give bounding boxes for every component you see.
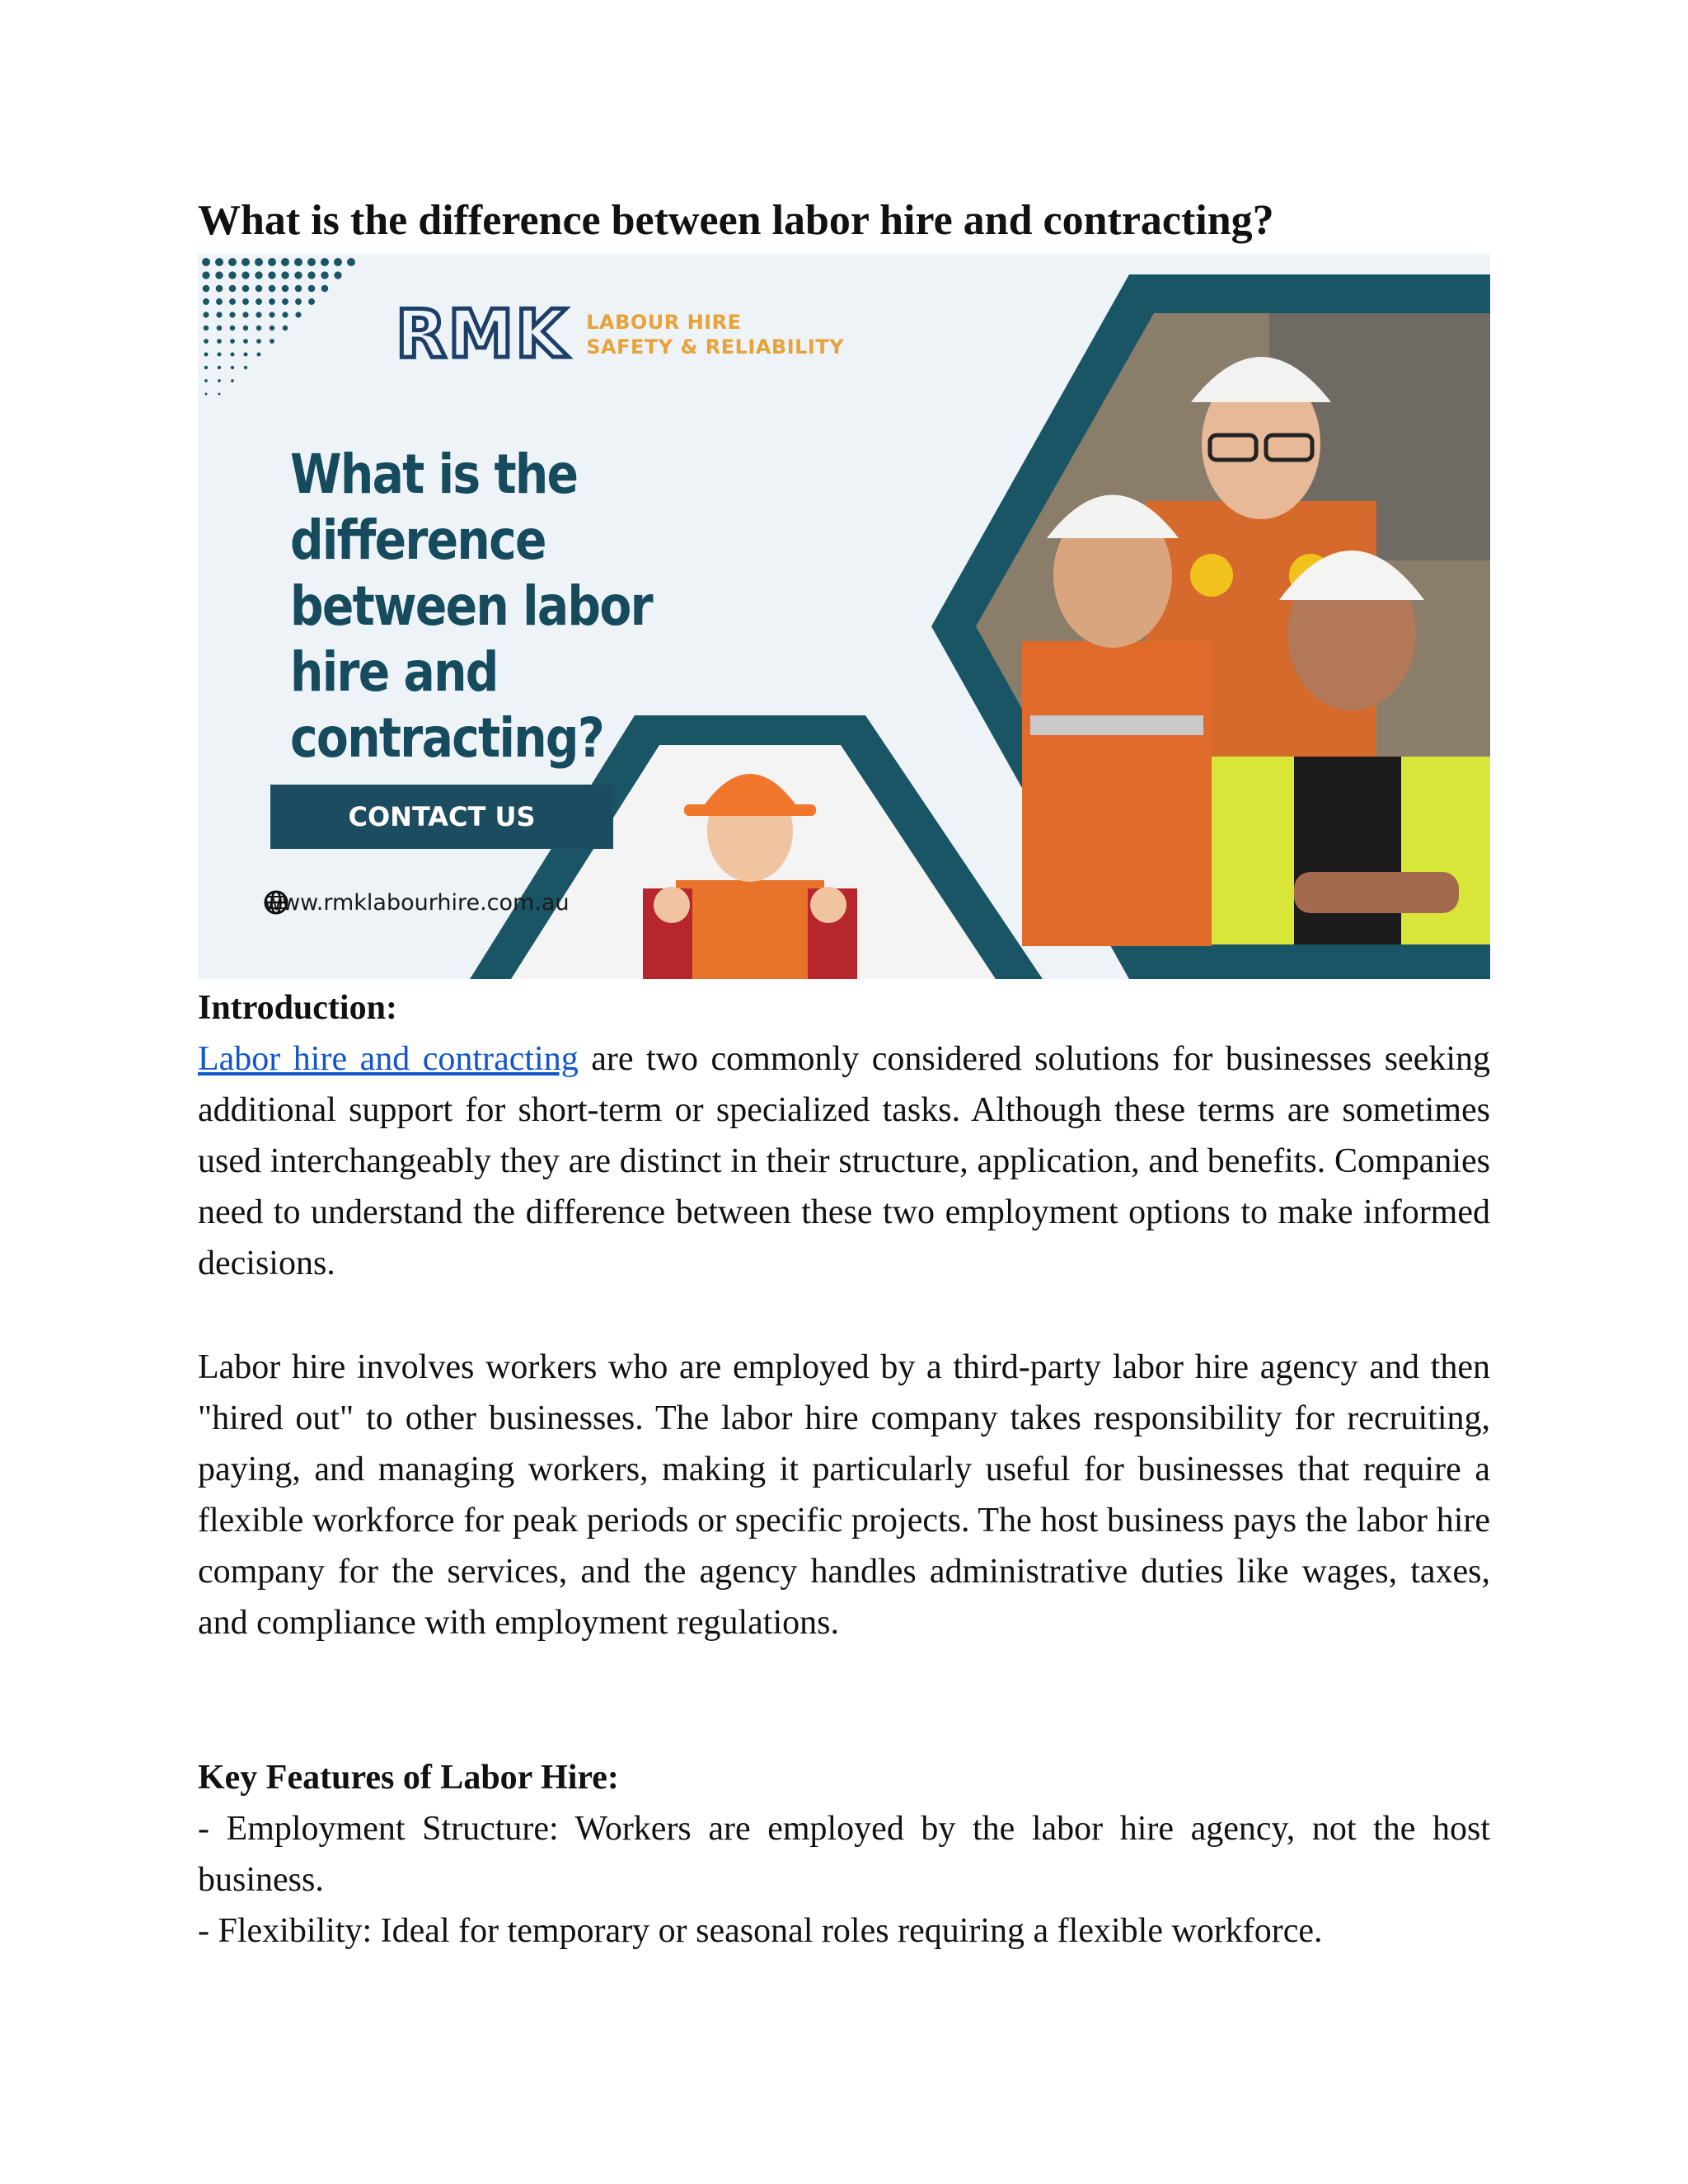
banner-heading-line-3: contracting?: [290, 706, 604, 770]
list-item: - Employment Structure: Workers are employed by the labor hire agency, not the host business.: [198, 1810, 1490, 1899]
pattern-dot: [294, 271, 302, 279]
pattern-dot: [295, 298, 302, 305]
pattern-dot: [242, 285, 250, 293]
pattern-dot: [334, 271, 341, 279]
pattern-dot: [307, 271, 315, 279]
pattern-dot: [294, 258, 302, 266]
hero-banner: [198, 254, 1490, 979]
brand-logo: [396, 296, 845, 373]
globe-icon: [264, 890, 288, 915]
pattern-dot: [334, 258, 342, 266]
intro-paragraph-2: Labor hire involves workers who are employed by a third-party labor hire agency and then "hired out" to other businesses. The labor hire company takes responsibility for recruiting, paying, and managing workers, making it particularly useful for businesses that require a flexible workforce for peak periods or specific projects. The host business pays the labor hire company for the services, and the agency handles administrative duties like wages, taxes, and compliance with employment regulations.: [198, 1348, 1490, 1642]
pattern-dot: [203, 312, 209, 317]
pattern-dot: [228, 258, 237, 266]
brand-mark: RMK: [396, 296, 569, 373]
pattern-dot: [217, 352, 221, 356]
pattern-dot: [308, 298, 315, 305]
pattern-dot: [256, 298, 262, 305]
pattern-dot: [204, 366, 208, 369]
pattern-dot: [256, 352, 260, 356]
document-title: What is the difference between labor hire and contracting?: [198, 197, 1274, 244]
dot-pattern: [202, 258, 355, 396]
pattern-dot: [202, 271, 209, 279]
pattern-dot: [217, 339, 222, 344]
pattern-dot: [218, 393, 221, 396]
pattern-dot: [230, 339, 235, 344]
pattern-dot: [216, 312, 222, 317]
pattern-dot: [243, 339, 248, 344]
pattern-dot: [231, 366, 234, 369]
website-line: [264, 890, 570, 916]
pattern-dot: [283, 326, 288, 331]
pattern-dot: [256, 312, 261, 317]
pattern-dot: [229, 298, 236, 305]
pattern-dot: [255, 271, 262, 279]
pattern-dot: [307, 258, 316, 266]
pattern-dot: [244, 366, 247, 369]
intro-paragraph-1: [198, 1033, 1490, 1289]
pattern-dot: [269, 312, 274, 317]
pattern-dot: [256, 339, 261, 344]
pattern-dot: [230, 352, 234, 356]
pattern-dot: [218, 379, 221, 382]
contact-us-button[interactable]: CONTACT US: [270, 785, 613, 849]
pattern-dot: [204, 339, 209, 344]
pattern-dot: [256, 285, 263, 293]
pattern-dot: [321, 258, 329, 266]
pattern-dot: [241, 271, 249, 279]
pattern-dot: [216, 285, 223, 293]
pattern-dot: [270, 326, 275, 331]
website-url: www.rmklabourhire.com.au: [264, 890, 570, 916]
pattern-dot: [215, 271, 223, 279]
list-item: - Flexibility: Ideal for temporary or seasonal roles requiring a flexible workforce.: [198, 1912, 1323, 1950]
brand-tagline-line-2: SAFETY & RELIABILITY: [586, 335, 845, 359]
pattern-dot: [270, 339, 274, 344]
pattern-dot: [230, 326, 236, 331]
pattern-dot: [321, 285, 329, 293]
pattern-dot: [242, 312, 248, 317]
pattern-dot: [243, 326, 249, 331]
pattern-dot: [203, 285, 210, 293]
pattern-dot: [205, 393, 208, 396]
banner-heading-line-1: What is the difference: [290, 443, 578, 572]
pattern-dot: [202, 258, 210, 266]
pattern-dot: [255, 258, 263, 266]
pattern-dot: [228, 271, 236, 279]
pattern-dot: [321, 271, 328, 279]
pattern-dot: [308, 285, 316, 293]
pattern-dot: [281, 258, 289, 266]
pattern-dot: [282, 298, 288, 305]
pattern-dot: [295, 312, 301, 317]
pattern-dot: [229, 285, 237, 293]
pattern-dot: [269, 298, 275, 305]
pattern-dot: [241, 258, 250, 266]
intro-paragraph-1-text: are two commonly considered solutions for businesses seeking additional support for short-term or specialized tasks. Although these terms are sometimes used interchangeably they are distinct in their structure, application, and benefits. Companies need to understand the difference between these two employment options to make informed decisions.: [198, 1040, 1491, 1282]
pattern-dot: [229, 312, 235, 317]
pattern-dot: [268, 271, 275, 279]
pattern-dot: [203, 298, 209, 305]
pattern-dot: [204, 352, 208, 356]
pattern-dot: [204, 379, 208, 382]
brand-tagline-line-1: LABOUR HIRE: [586, 311, 742, 334]
pattern-dot: [268, 258, 276, 266]
pattern-dot: [204, 326, 209, 331]
pattern-dot: [218, 366, 221, 369]
banner-heading: [290, 442, 743, 771]
pattern-dot: [215, 258, 223, 266]
pattern-dot: [295, 285, 302, 293]
pattern-dot: [243, 352, 247, 356]
pattern-dot: [282, 285, 289, 293]
pattern-dot: [269, 285, 276, 293]
pattern-dot: [256, 326, 262, 331]
pattern-dot: [282, 312, 288, 317]
brand-tagline: [586, 310, 844, 359]
pattern-dot: [231, 379, 234, 382]
banner-heading-line-2: between labor hire and: [290, 574, 652, 704]
key-features-heading: Key Features of Labor Hire:: [198, 1759, 619, 1797]
pattern-dot: [347, 258, 355, 266]
pattern-dot: [281, 271, 288, 279]
pattern-dot: [217, 326, 223, 331]
pattern-dot: [242, 298, 249, 305]
labor-hire-contracting-link[interactable]: Labor hire and contracting: [198, 1040, 579, 1078]
introduction-heading: Introduction:: [198, 989, 397, 1027]
pattern-dot: [216, 298, 223, 305]
